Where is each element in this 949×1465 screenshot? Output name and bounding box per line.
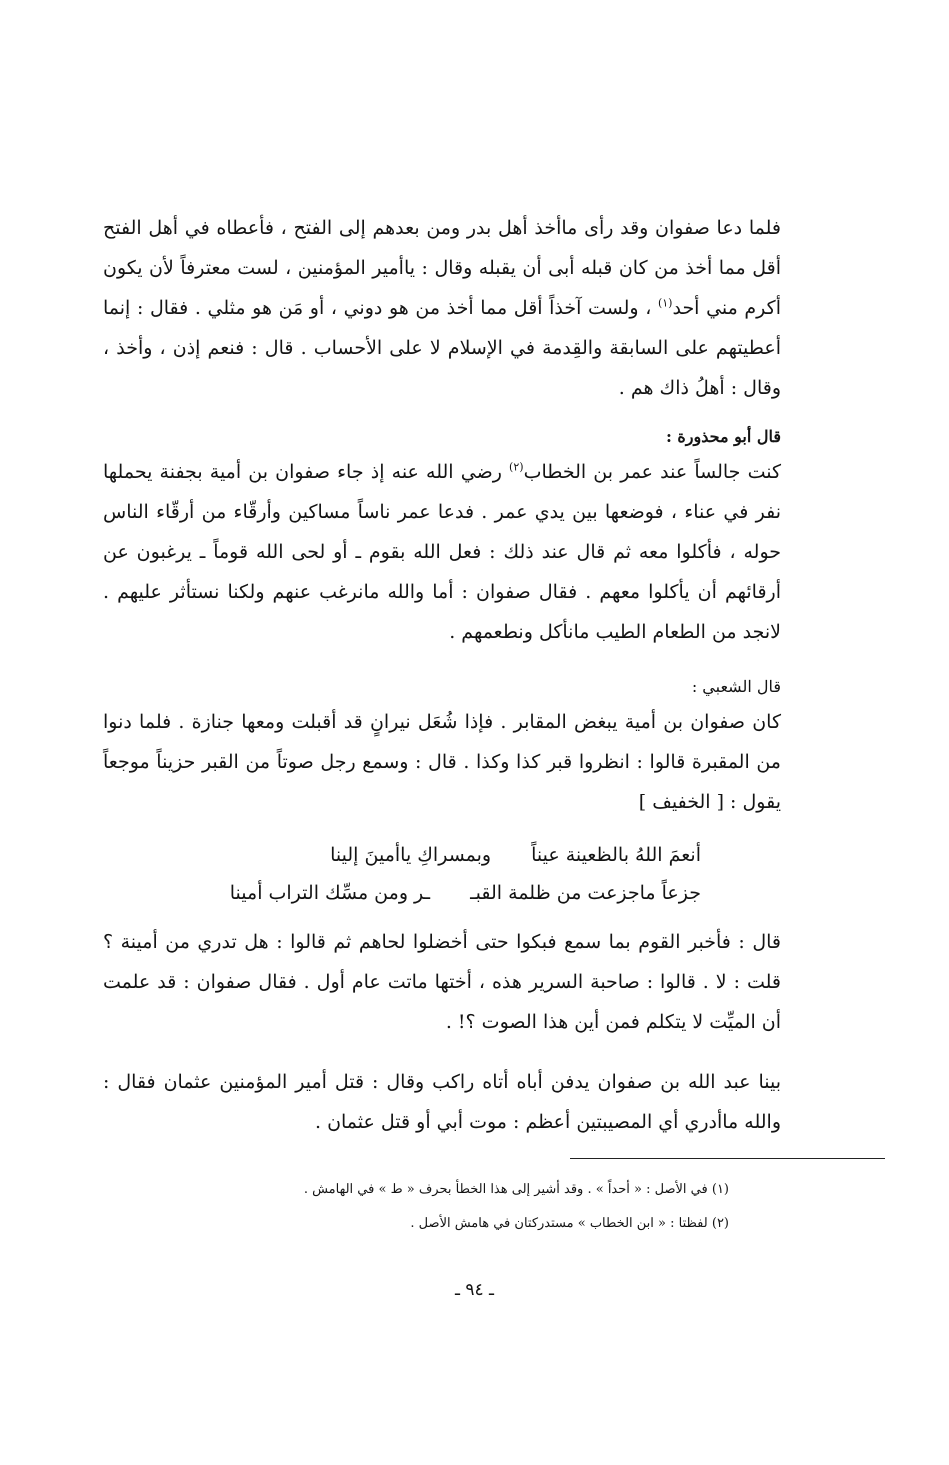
- hemistich-second: وبمسراكِ ياأمينَ إلينا: [330, 844, 492, 866]
- paragraph-text: رضي الله عنه إذ جاء صفوان بن أمية بجفنة يحملها نفر في عناء ، فوضعها بين يدي عمر . فدعا عمر ناساً مساكين وأرقّاء من أرقّاء الناس حوله ، فأكلوا معه ثم قال عند ذلك : فعل الله بقوم ـ أو لحى الله قوماً ـ يرغبون عن أرقائهم أن يأكلوا معهم . فقال صفوان : أما والله مانرغب عنهم ولكنا نستأثر عليهم . لانجد من الطعام الطيب مانأكل ونطعمهم .: [103, 461, 781, 643]
- footnote-divider: [570, 1158, 885, 1159]
- footnote-divider-wrap: [103, 1158, 781, 1159]
- poem: [103, 836, 781, 912]
- paragraph-text: ، ولست آخذاً أقل مما أخذ من هو دوني ، أو مَن هو مثلي . فقال : إنما أعطيتهم على السابقة والقِدمة في الإسلام لا على الأحساب . قال : فنعم إذن ، وأخذ ، وقال : أهلُ ذاك هم .: [103, 297, 781, 399]
- page-number: ـ ٩٤ ـ: [454, 1280, 495, 1300]
- paragraph-text: كنت جالساً عند عمر بن الخطاب: [523, 461, 782, 483]
- section-heading-abu-mahdhura: قال أبو محذورة :: [665, 427, 781, 446]
- paragraph-after-poem: قال : فأخبر القوم بما سمع فبكوا حتى أخضلوا لحاهم ثم قالوا : هل تدري من أمينة ؟ قلت : لا . قالوا : صاحبة السرير هذه ، أختها ماتت عام أول . فقال صفوان : قد علمت أن الميِّت لا يتكلم فمن أين هذا الصوت ؟! .: [103, 931, 781, 1033]
- hemistich-first: أنعمَ اللهُ بالظعينة عيناً: [531, 844, 701, 866]
- section-heading-shabi: قال الشعبي :: [691, 677, 781, 696]
- paragraph-safwan-refusal: [103, 208, 781, 408]
- footnote-ref-2[interactable]: (٢): [509, 460, 524, 474]
- poem-verse: [103, 874, 781, 912]
- paragraph-abdullah: بينا عبد الله بن صفوان يدفن أباه أتاه راكب وقال : قتل أمير المؤمنين عثمان فقال : والله ماأدري أي المصيبتين أعظم : موت أبي أو قتل عثمان .: [103, 1071, 781, 1133]
- footnote-1: (١) في الأصل : « أحداً » . وقد أشير إلى هذا الخطأ بحرف « ط » في الهامش .: [303, 1182, 729, 1197]
- paragraph-abu-mahdhura: [103, 452, 781, 652]
- footnote-2: (٢) لفظتا : « ابن الخطاب » مستدركتان في هامش الأصل .: [410, 1216, 729, 1231]
- hemistich-first: جزعاً ماجزعت من ظلمة القبـ: [470, 882, 701, 904]
- paragraph-text: فلما دعا صفوان وقد رأى ماأخذ أهل بدر ومن بعدهم إلى الفتح ، فأعطاه في أهل الفتح أقل مما أخذ من كان قبله أبى أن يقبله وقال : ياأمير المؤمنين ، لست معترفاً لأن يكون أكرم مني أحد: [103, 217, 781, 319]
- hemistich-second: ـر ومن مسِّك التراب أمينا: [229, 882, 431, 904]
- paragraph-shabi: كان صفوان بن أمية يبغض المقابر . فإذا شُعَل نيرانٍ قد أقبلت ومعها جنازة . فلما دنوا من المقبرة قالوا : انظروا قبر كذا وكذا . قال : وسمع رجل صوتاً من القبر حزيناً موجعاً يقول : [ الخفيف ]: [103, 711, 781, 813]
- footnote-ref-1[interactable]: (١): [657, 296, 673, 310]
- footnotes: [103, 1173, 781, 1241]
- poem-verse: [103, 836, 781, 874]
